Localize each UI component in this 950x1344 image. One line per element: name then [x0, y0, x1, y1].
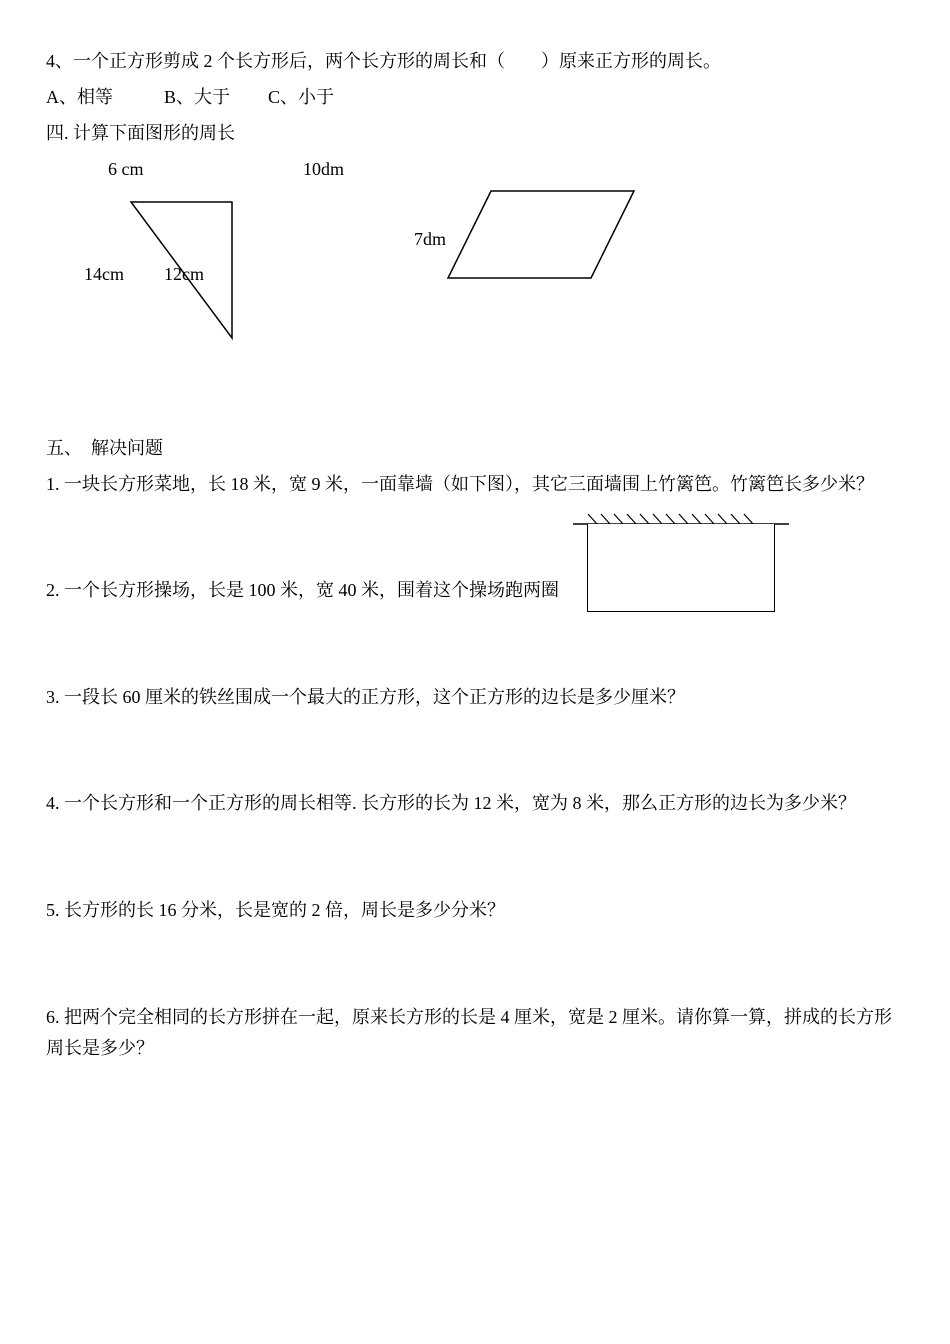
parallelogram-top-label: 10dm [303, 159, 345, 179]
question-4: 4、一个正方形剪成 2 个长方形后，两个长方形的周长和（ ）原来正方形的周长。 [46, 51, 721, 71]
wall-figure [573, 514, 789, 524]
problem-2: 2. 一个长方形操场，长是 100 米，宽 40 米，围着这个操场跑两圈 [46, 580, 559, 600]
garden-rectangle [587, 524, 775, 612]
problem-1: 1. 一块长方形菜地，长 18 米，宽 9 米，一面靠墙（如下图），其它三面墙围上竹篱笆。竹篱笆长多少米？ [46, 474, 874, 494]
option-c: C、小于 [268, 87, 335, 107]
section-5-title: 五、 解决问题 [46, 438, 163, 458]
parallelogram-side-label: 7dm [414, 229, 447, 249]
triangle-left-label: 14cm [84, 264, 124, 284]
parallelogram-figure [448, 191, 634, 278]
problem-4: 4. 一个长方形和一个正方形的周长相等. 长方形的长为 12 米，宽为 8 米，那么正方形的边长为多少米？ [46, 793, 856, 813]
section-4-title: 四. 计算下面图形的周长 [46, 123, 235, 143]
option-b: B、大于 [164, 87, 231, 107]
triangle-top-label: 6 cm [108, 159, 144, 179]
triangle-right-label: 12cm [164, 264, 204, 284]
problem-6: 6. 把两个完全相同的长方形拼在一起，原来长方形的长是 4 厘米，宽是 2 厘米。请你算一算，拼成的长方形周长是多少？ [46, 1007, 892, 1058]
option-a: A、相等 [46, 87, 113, 107]
problem-3: 3. 一段长 60 厘米的铁丝围成一个最大的正方形，这个正方形的边长是多少厘米？ [46, 687, 685, 707]
problem-5: 5. 长方形的长 16 分米，长是宽的 2 倍，周长是多少分米？ [46, 900, 505, 920]
